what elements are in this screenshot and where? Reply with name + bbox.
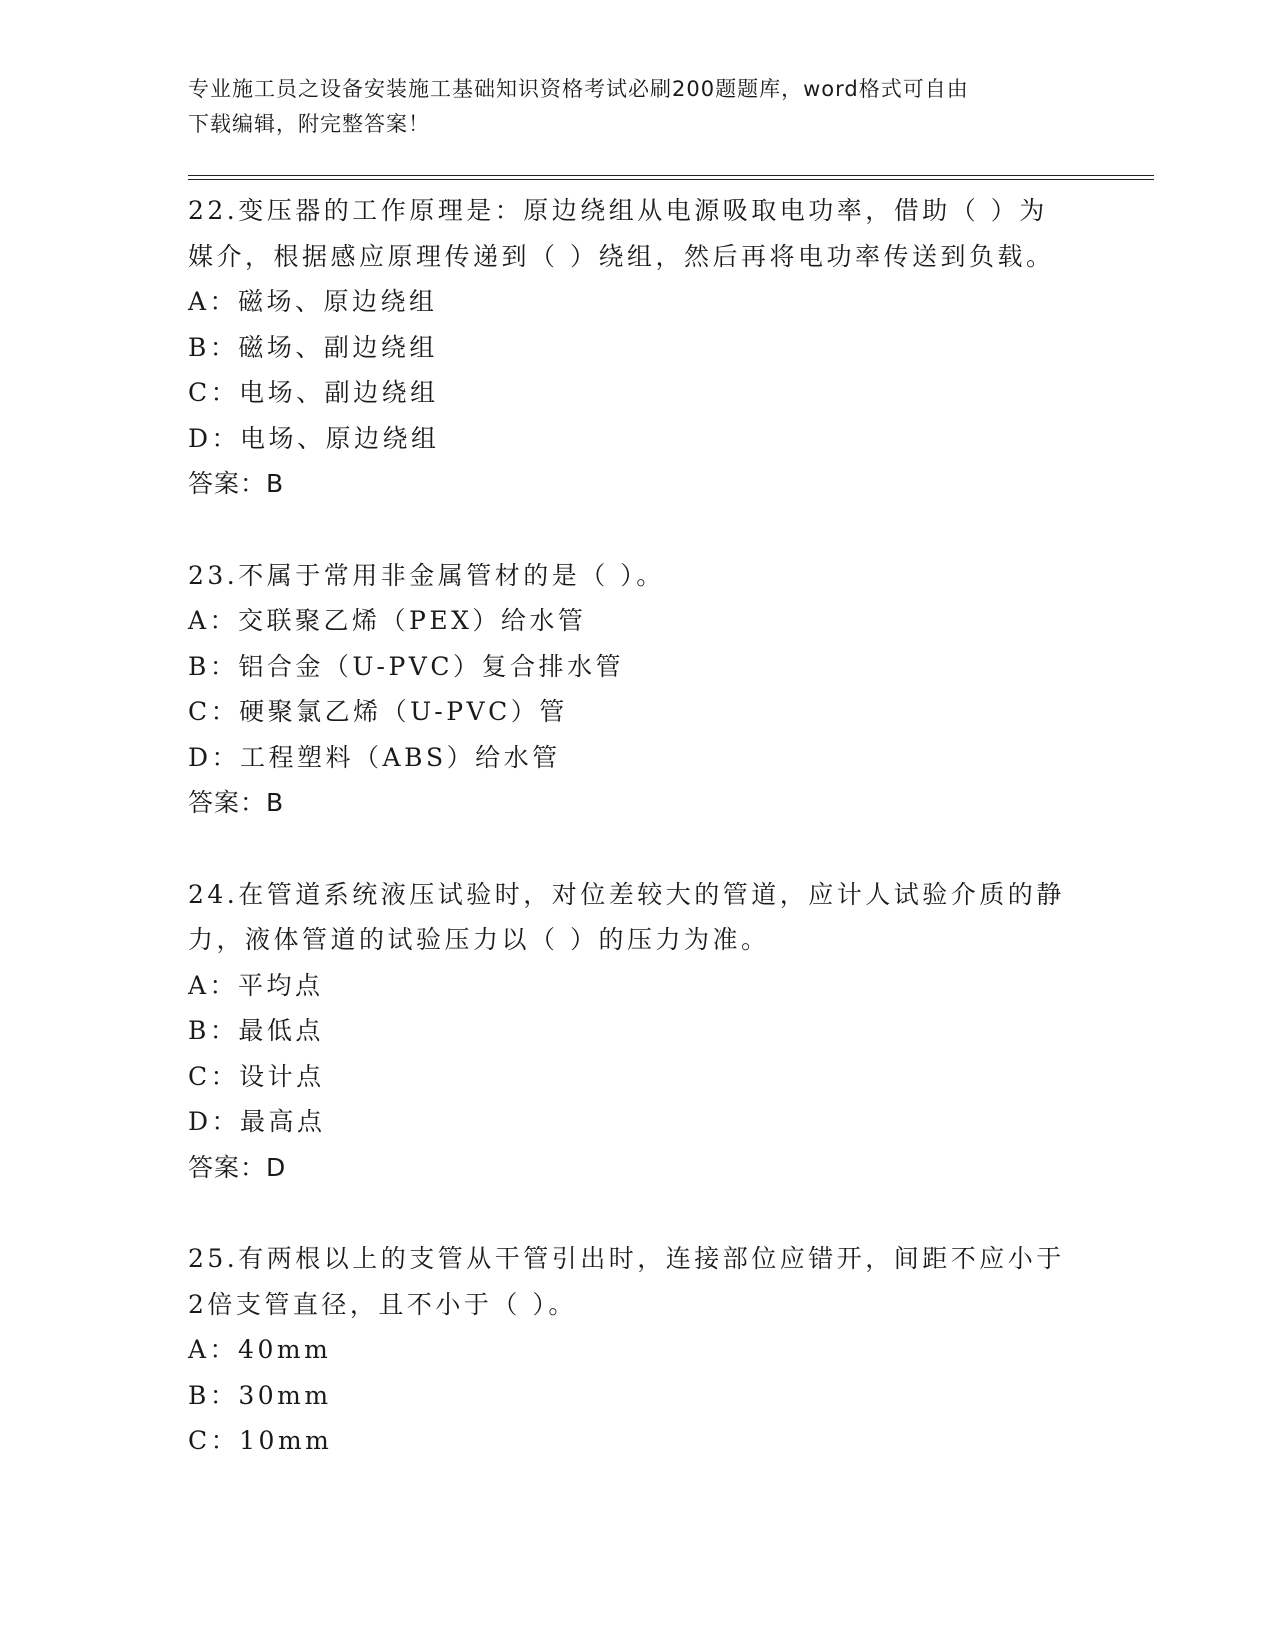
question-stem: 力，液体管道的试验压力以（ ）的压力为准。: [188, 925, 770, 954]
question-stem: 25.有两根以上的支管从干管引出时，连接部位应错开，间距不应小于: [188, 1244, 1065, 1273]
question-23: [188, 553, 1088, 826]
question-stem: 23.不属于常用非金属管材的是（ ）。: [188, 560, 665, 590]
question-stem: 媒介，根据感应原理传递到（ ）绕组，然后再将电功率传送到负载。: [188, 241, 1055, 271]
answer: 答案：B: [188, 469, 285, 498]
header-divider: [188, 175, 1154, 181]
option-c: C：电场、副边绕组: [188, 378, 439, 407]
option-a: A：磁场、原边绕组: [188, 287, 438, 316]
option-b: B：铝合金（U-PVC）复合排水管: [188, 651, 624, 681]
option-c: C：10mm: [188, 1426, 333, 1455]
option-c: C：设计点: [188, 1061, 325, 1091]
answer: 答案：D: [188, 1152, 287, 1182]
option-d: D：最高点: [188, 1107, 326, 1136]
option-d: D：电场、原边绕组: [188, 423, 440, 453]
answer: 答案：B: [188, 788, 285, 817]
question-25: [188, 1236, 1088, 1464]
option-c: C：硬聚氯乙烯（U-PVC）管: [188, 697, 568, 726]
option-a: A：40mm: [188, 1335, 332, 1364]
question-list: [188, 188, 1088, 1510]
question-stem: 24.在管道系统液压试验时，对位差较大的管道，应计人试验介质的静: [188, 879, 1065, 909]
question-stem: 22.变压器的工作原理是：原边绕组从电源吸取电功率，借助（ ）为: [188, 196, 1048, 225]
option-b: B：30mm: [188, 1380, 332, 1410]
option-b: B：磁场、副边绕组: [188, 332, 438, 362]
option-b: B：最低点: [188, 1016, 324, 1045]
option-d: D：工程塑料（ABS）给水管: [188, 742, 561, 772]
option-a: A：平均点: [188, 970, 324, 1000]
question-24: [188, 872, 1088, 1191]
header-line: 专业施工员之设备安装施工基础知识资格考试必刷200题题库，word格式可自由: [188, 77, 969, 101]
header-line: 下载编辑，附完整答案！: [188, 112, 430, 136]
question-22: [188, 188, 1088, 507]
document-header: [188, 72, 1088, 142]
option-a: A：交联聚乙烯（PEX）给水管: [188, 606, 587, 635]
question-stem: 2倍支管直径，且不小于（ ）。: [188, 1289, 577, 1319]
